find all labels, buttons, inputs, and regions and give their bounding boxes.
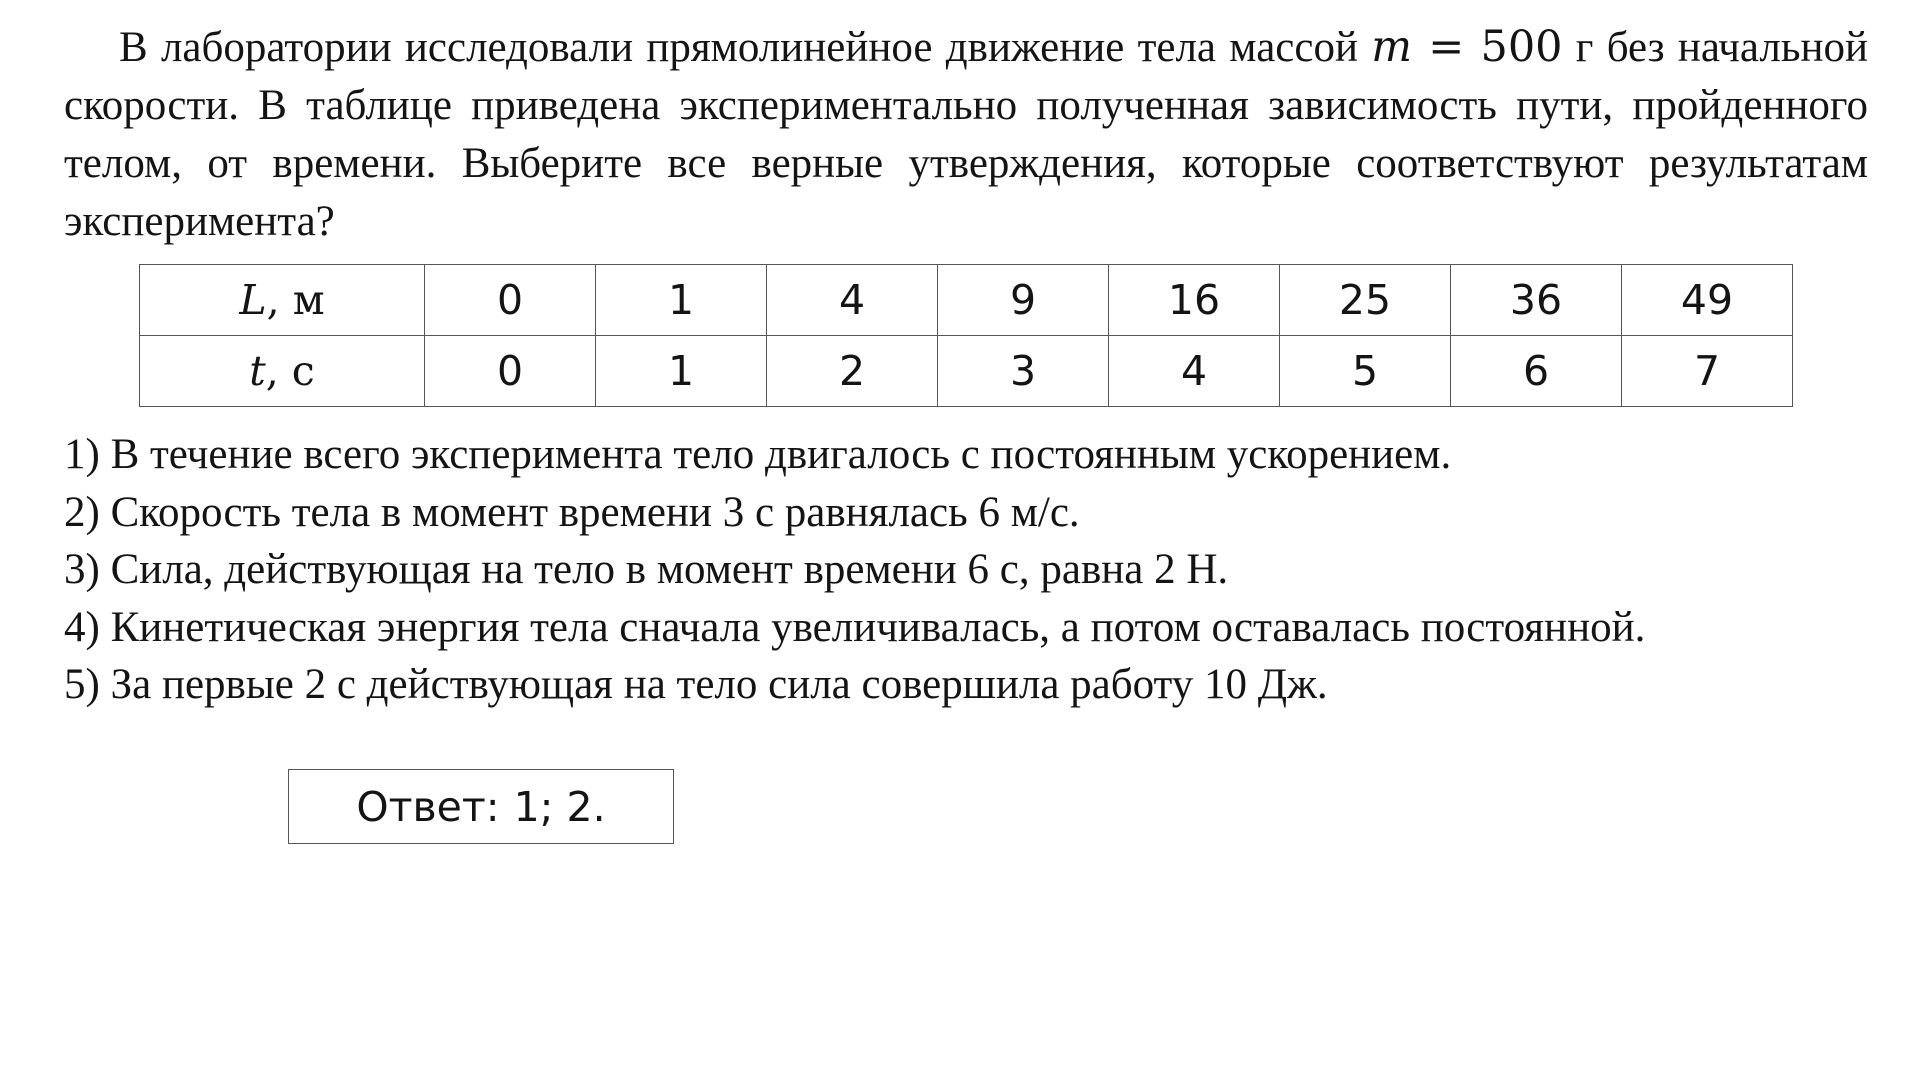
table-cell: 16: [1109, 265, 1280, 336]
row-header-distance: L, м: [140, 265, 425, 336]
option-5: 5) За первые 2 с действующая на тело сила совершила работу 10 Дж.: [64, 661, 1328, 708]
table-cell: 9: [938, 265, 1109, 336]
option-2: 2) Скорость тела в момент времени 3 с равнялась 6 м/с.: [64, 488, 1080, 536]
table-cell: 6: [1451, 336, 1622, 407]
table-cell: 1: [596, 265, 767, 336]
answer-label: Ответ:: [356, 782, 500, 831]
statement-text-start: В лаборатории исследовали прямолинейное движение тела массой: [119, 24, 1372, 71]
table-cell: 0: [425, 336, 596, 407]
table-cell: 3: [938, 336, 1109, 407]
mass-variable: m: [1371, 22, 1413, 72]
table-cell: 7: [1622, 336, 1793, 407]
table-cell: 1: [596, 336, 767, 407]
answer-box: [288, 769, 674, 844]
table-cell: 2: [767, 336, 938, 407]
answer-value: 1; 2.: [513, 782, 606, 831]
distance-time-table: [139, 264, 1793, 407]
table-cell: 25: [1280, 265, 1451, 336]
table-cell: 49: [1622, 265, 1793, 336]
problem-statement: [64, 18, 1868, 251]
table-cell: 5: [1280, 336, 1451, 407]
table-cell: 4: [1109, 336, 1280, 407]
table-row-time: [140, 336, 1793, 407]
option-3: 3) Сила, действующая на тело в момент времени 6 с, равна 2 Н.: [64, 546, 1229, 593]
row-header-time: t, с: [140, 336, 425, 407]
table-cell: 36: [1451, 265, 1622, 336]
table-row-distance: [140, 265, 1793, 336]
table-cell: 4: [767, 265, 938, 336]
option-1: 1) В течение всего эксперимента тело двигалось с постоянным ускорением.: [64, 431, 1452, 478]
answer-options: [64, 426, 1884, 714]
mass-value: = 500: [1412, 22, 1563, 72]
statement-text-end: г без начальной скорости. В таблице приведена экспериментально полученная зависимость пути, пройденного телом, от времени. Выберите все верные утверждения, которые соответствуют результатам эксперимента?: [64, 24, 1868, 245]
table-cell: 0: [425, 265, 596, 336]
option-4: 4) Кинетическая энергия тела сначала увеличивалась, а потом оставалась постоянной.: [64, 603, 1646, 651]
